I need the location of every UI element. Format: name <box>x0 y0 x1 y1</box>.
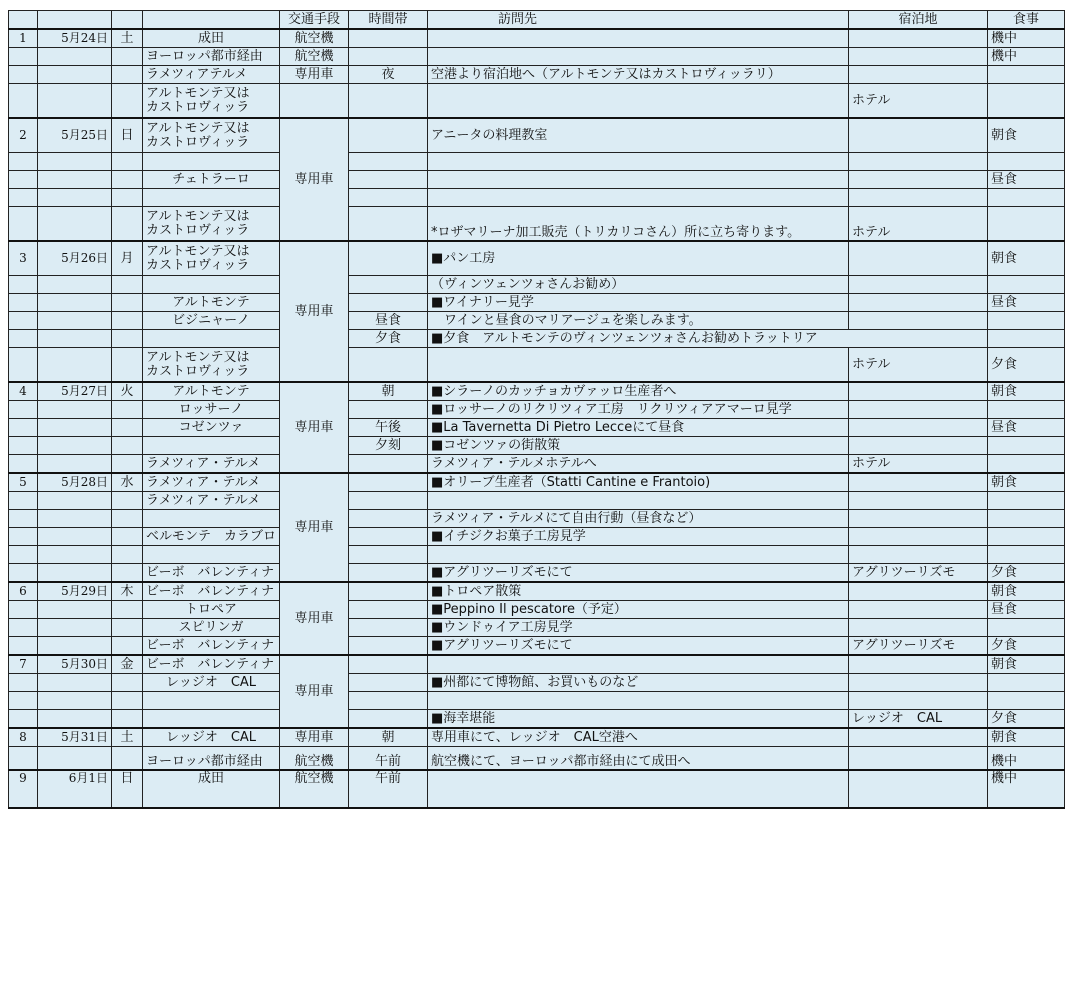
meal-cell: 夕食 <box>988 637 1065 656</box>
place-cell: トロペア <box>143 601 280 619</box>
day-date: 5月29日 <box>38 582 112 601</box>
day-date: 6月1日 <box>38 770 112 808</box>
day-number: 7 <box>9 655 38 674</box>
day-date: 5月26日 <box>38 241 112 276</box>
table-row <box>9 601 1065 619</box>
table-row <box>9 189 1065 207</box>
time-cell: 昼食 <box>349 312 428 330</box>
day-weekday: 木 <box>112 582 143 601</box>
table-row <box>9 153 1065 171</box>
place-cell: ラメツィア・テルメ <box>143 492 280 510</box>
day-number: 6 <box>9 582 38 601</box>
day-weekday: 日 <box>112 118 143 153</box>
visit-cell: ラメツィア・テルメにて自由行動（昼食など） <box>428 510 849 528</box>
place-cell: ロッサーノ <box>143 401 280 419</box>
day-date: 5月30日 <box>38 655 112 674</box>
place-cell: ベルモンテ カラブロ <box>143 528 280 546</box>
meal-cell: 夕食 <box>988 710 1065 729</box>
meal-cell: 昼食 <box>988 419 1065 437</box>
visit-cell: ■コゼンツァの街散策 <box>428 437 849 455</box>
table-row <box>9 619 1065 637</box>
time-cell <box>349 29 428 48</box>
visit-cell: *ロザマリーナ加工販売（トリカリコさん）所に立ち寄ります。 <box>428 207 849 242</box>
header-time: 時間帯 <box>349 11 428 30</box>
meal-cell: 機中 <box>988 770 1065 808</box>
table-row <box>9 510 1065 528</box>
visit-cell: （ヴィンツェンツォさんお勧め） <box>428 276 849 294</box>
table-row <box>9 674 1065 692</box>
place-cell: アルトモンテ <box>143 294 280 312</box>
table-row <box>9 637 1065 656</box>
header-cell <box>9 11 38 30</box>
day-number: 1 <box>9 29 38 48</box>
transport-cell: 航空機 <box>280 747 349 771</box>
stay-cell <box>849 29 988 48</box>
header-visit: 訪問先 <box>428 11 849 30</box>
time-cell: 夕刻 <box>349 437 428 455</box>
stay-cell: ホテル <box>849 348 988 383</box>
day-number: 5 <box>9 473 38 492</box>
header-cell <box>112 11 143 30</box>
place-line: カストロヴィッラ <box>146 257 250 273</box>
visit-cell: ■シラーノのカッチョカヴァッロ生産者へ <box>428 382 849 401</box>
visit-cell: ■Peppino Il pescatore（予定） <box>428 601 849 619</box>
visit-cell: ワインと昼食のマリアージュを楽しみます。 <box>428 312 849 330</box>
table-row <box>9 118 1065 153</box>
day-weekday: 金 <box>112 655 143 674</box>
transport-cell: 専用車 <box>280 473 349 582</box>
table-row <box>9 770 1065 808</box>
place-cell: 成田 <box>143 29 280 48</box>
day-weekday: 火 <box>112 382 143 401</box>
place-cell: レッジオ CAL <box>143 728 280 747</box>
table-row <box>9 728 1065 747</box>
place-cell: 成田 <box>143 770 280 808</box>
place-line: カストロヴィッラ <box>146 222 250 238</box>
place-cell: スピリンガ <box>143 619 280 637</box>
day-number: 2 <box>9 118 38 153</box>
day-date: 5月28日 <box>38 473 112 492</box>
table-row <box>9 546 1065 564</box>
transport-cell: 専用車 <box>280 66 349 84</box>
table-row <box>9 564 1065 583</box>
visit-cell: ■アグリツーリズモにて <box>428 637 849 656</box>
table-row <box>9 747 1065 771</box>
day-number: 9 <box>9 770 38 808</box>
table-row <box>9 710 1065 729</box>
visit-cell: ■ワイナリー見学 <box>428 294 849 312</box>
visit-cell: ■夕食 アルトモンテのヴィンツェンツォさんお勧めトラットリア <box>428 330 988 348</box>
visit-cell: 空港より宿泊地へ（アルトモンテ又はカストロヴィッラリ） <box>428 66 849 84</box>
place-cell <box>143 84 280 119</box>
time-cell: 午前 <box>349 770 428 808</box>
visit-cell: 航空機にて、ヨーロッパ都市経由にて成田へ <box>428 747 849 771</box>
visit-cell: ■トロペア散策 <box>428 582 849 601</box>
table-row <box>9 348 1065 383</box>
transport-cell: 航空機 <box>280 48 349 66</box>
stay-cell: ホテル <box>849 84 988 119</box>
visit-cell: ■オリーブ生産者（Statti Cantine e Frantoio) <box>428 473 849 492</box>
table-row <box>9 528 1065 546</box>
table-row <box>9 84 1065 119</box>
day-weekday: 水 <box>112 473 143 492</box>
time-cell: 午後 <box>349 419 428 437</box>
place-cell: アルトモンテ <box>143 382 280 401</box>
place-cell: ラメツィア・テルメ <box>143 455 280 474</box>
day-weekday: 土 <box>112 728 143 747</box>
transport-cell: 航空機 <box>280 770 349 808</box>
place-cell: ヨーロッパ都市経由 <box>143 747 280 771</box>
place-line: カストロヴィッラ <box>146 99 250 115</box>
table-row <box>9 401 1065 419</box>
transport-cell: 専用車 <box>280 118 349 241</box>
table-row <box>9 294 1065 312</box>
visit-cell: ラメツィア・テルメホテルへ <box>428 455 849 474</box>
header-transport: 交通手段 <box>280 11 349 30</box>
place-cell: コゼンツァ <box>143 419 280 437</box>
day-weekday: 土 <box>112 29 143 48</box>
stay-cell: ホテル <box>849 455 988 474</box>
transport-cell: 専用車 <box>280 655 349 728</box>
transport-cell: 専用車 <box>280 382 349 473</box>
meal-cell: 朝食 <box>988 382 1065 401</box>
place-line: カストロヴィッラ <box>146 363 250 379</box>
place-cell: ビーボ バレンティナ <box>143 655 280 674</box>
table-row <box>9 473 1065 492</box>
transport-cell: 専用車 <box>280 241 349 382</box>
place-line: アルトモンテ又は <box>146 349 250 365</box>
table-row <box>9 171 1065 189</box>
time-cell: 午前 <box>349 747 428 771</box>
meal-cell: 機中 <box>988 48 1065 66</box>
table-row <box>9 66 1065 84</box>
day-number: 4 <box>9 382 38 401</box>
visit-cell: ■La Tavernetta Di Pietro Lecceにて昼食 <box>428 419 849 437</box>
table-row <box>9 419 1065 437</box>
itinerary-table <box>8 10 1065 809</box>
transport-cell: 専用車 <box>280 582 349 655</box>
time-cell: 夕食 <box>349 330 428 348</box>
table-row <box>9 48 1065 66</box>
day-weekday: 日 <box>112 770 143 808</box>
place-cell: レッジオ CAL <box>143 674 280 692</box>
place-cell: ラメツィアテルメ <box>143 66 280 84</box>
meal-cell: 朝食 <box>988 582 1065 601</box>
table-row <box>9 29 1065 48</box>
meal-cell: 機中 <box>988 29 1065 48</box>
day-number: 3 <box>9 241 38 276</box>
table-row <box>9 582 1065 601</box>
visit-cell: 専用車にて、レッジオ CAL空港へ <box>428 728 849 747</box>
table-row <box>9 437 1065 455</box>
day-date: 5月25日 <box>38 118 112 153</box>
place-cell <box>143 118 280 153</box>
place-cell <box>143 348 280 383</box>
stay-cell: ホテル <box>849 207 988 242</box>
stay-cell: アグリツーリズモ <box>849 637 988 656</box>
place-line: アルトモンテ又は <box>146 208 250 224</box>
table-row <box>9 276 1065 294</box>
transport-cell: 専用車 <box>280 728 349 747</box>
place-cell <box>143 207 280 242</box>
meal-cell: 夕食 <box>988 564 1065 583</box>
place-cell: ヨーロッパ都市経由 <box>143 48 280 66</box>
table-row <box>9 655 1065 674</box>
visit-cell: ■パン工房 <box>428 241 849 276</box>
visit-cell: ■イチジクお菓子工房見学 <box>428 528 849 546</box>
meal-cell: 昼食 <box>988 601 1065 619</box>
place-cell: ビーボ バレンティナ <box>143 564 280 583</box>
visit-cell: ■アグリツーリズモにて <box>428 564 849 583</box>
visit-cell: アニータの料理教室 <box>428 118 849 153</box>
meal-cell: 昼食 <box>988 294 1065 312</box>
day-date: 5月31日 <box>38 728 112 747</box>
header-row <box>9 11 1065 30</box>
transport-cell: 航空機 <box>280 29 349 48</box>
stay-cell: アグリツーリズモ <box>849 564 988 583</box>
header-stay: 宿泊地 <box>849 11 988 30</box>
day-number: 8 <box>9 728 38 747</box>
meal-cell: 昼食 <box>988 171 1065 189</box>
place-cell: ラメツィア・テルメ <box>143 473 280 492</box>
meal-cell: 朝食 <box>988 473 1065 492</box>
visit-cell: ■州都にて博物館、お買いものなど <box>428 674 849 692</box>
visit-cell: ■ロッサーノのリクリツィア工房 リクリツィアアマーロ見学 <box>428 401 849 419</box>
time-cell: 朝 <box>349 382 428 401</box>
place-cell: チェトラーロ <box>143 171 280 189</box>
table-row <box>9 455 1065 474</box>
meal-cell: 夕食 <box>988 348 1065 383</box>
place-line: カストロヴィッラ <box>146 134 250 150</box>
header-cell <box>143 11 280 30</box>
day-weekday: 月 <box>112 241 143 276</box>
place-line: アルトモンテ又は <box>146 243 250 259</box>
day-date: 5月27日 <box>38 382 112 401</box>
header-cell <box>38 11 112 30</box>
meal-cell: 機中 <box>988 747 1065 771</box>
stay-cell: レッジオ CAL <box>849 710 988 729</box>
table-row <box>9 207 1065 242</box>
table-row <box>9 492 1065 510</box>
table-row <box>9 330 1065 348</box>
place-cell: ビジニャーノ <box>143 312 280 330</box>
visit-cell: ■海幸堪能 <box>428 710 849 729</box>
table-row <box>9 382 1065 401</box>
day-date: 5月24日 <box>38 29 112 48</box>
meal-cell: 朝食 <box>988 118 1065 153</box>
table-row <box>9 241 1065 276</box>
place-cell <box>143 241 280 276</box>
place-line: アルトモンテ又は <box>146 85 250 101</box>
meal-cell: 朝食 <box>988 241 1065 276</box>
visit-cell <box>428 29 849 48</box>
place-line: アルトモンテ又は <box>146 120 250 136</box>
time-cell: 夜 <box>349 66 428 84</box>
time-cell: 朝 <box>349 728 428 747</box>
header-meal: 食事 <box>988 11 1065 30</box>
meal-cell: 朝食 <box>988 655 1065 674</box>
place-cell: ビーボ バレンティナ <box>143 582 280 601</box>
table-row <box>9 692 1065 710</box>
table-row <box>9 312 1065 330</box>
place-cell: ビーボ バレンティナ <box>143 637 280 656</box>
meal-cell: 朝食 <box>988 728 1065 747</box>
visit-cell: ■ウンドゥイア工房見学 <box>428 619 849 637</box>
